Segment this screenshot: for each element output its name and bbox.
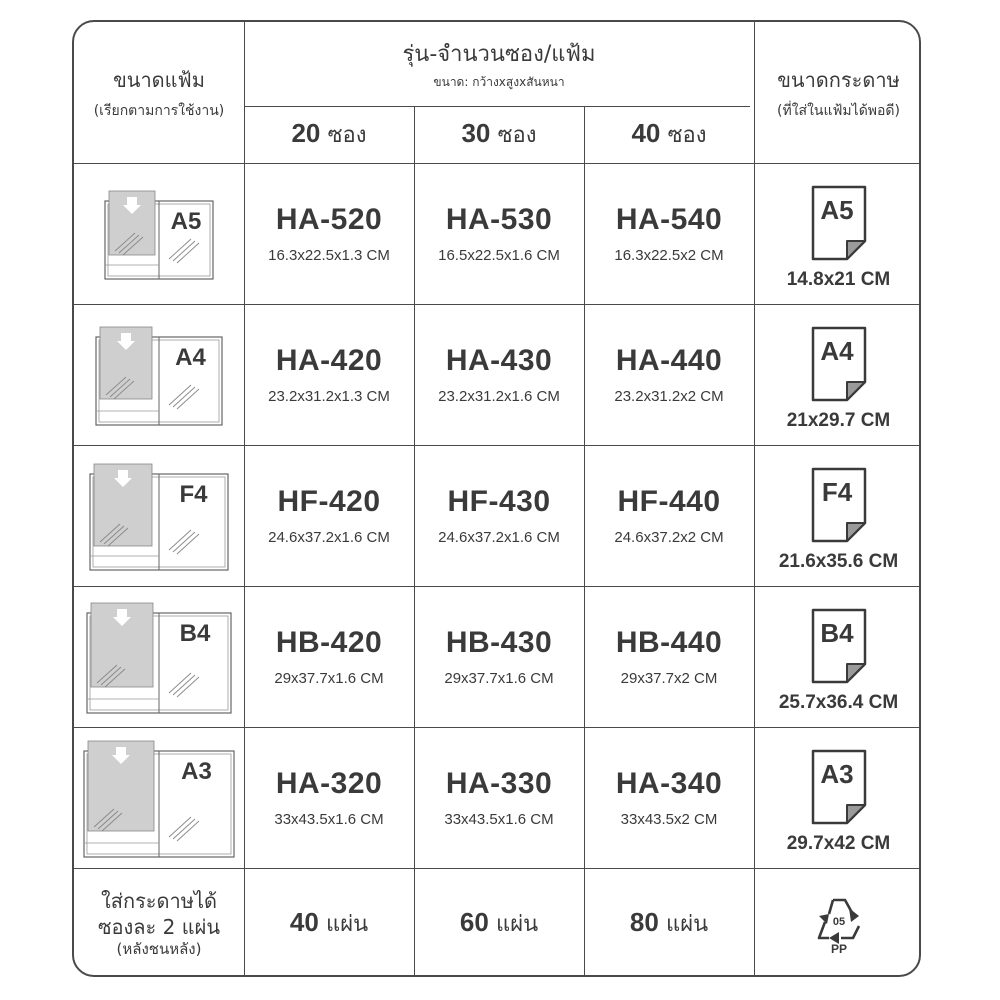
folder-size-label: B4 xyxy=(179,619,211,647)
folder-size-label: A3 xyxy=(181,757,212,785)
model-title: รุ่น-จำนวนซอง/แฟ้ม xyxy=(402,42,596,67)
model-cell xyxy=(584,586,754,727)
paper-header xyxy=(754,22,921,163)
paper-title: ขนาดกระดาษ xyxy=(777,67,900,92)
model-cell xyxy=(584,727,754,868)
folder-icon xyxy=(79,174,239,294)
sheet-unit: แผ่น xyxy=(666,912,709,937)
model-code: HA-320 xyxy=(275,767,383,800)
model-header xyxy=(244,22,754,106)
paper-dimensions: 14.8x21 CM xyxy=(786,268,891,290)
model-code: HA-330 xyxy=(445,767,553,800)
folder-size-cell xyxy=(74,727,244,868)
sheet-number: 60 xyxy=(459,907,489,937)
paper-dimensions: 29.7x42 CM xyxy=(786,832,891,854)
model-subtitle: ขนาด: กว้างxสูงxสันหนา xyxy=(433,75,565,89)
folder-icon xyxy=(79,315,239,435)
paper-size-cell xyxy=(754,445,921,586)
model-code: HA-530 xyxy=(445,203,553,236)
sheet-count xyxy=(244,868,414,977)
folder-icon xyxy=(79,456,239,576)
model-code: HB-430 xyxy=(445,626,553,659)
model-cell xyxy=(584,304,754,445)
sheet-count xyxy=(414,868,584,977)
model-cell xyxy=(244,445,414,586)
model-dimensions: 33x43.5x1.6 CM xyxy=(444,811,554,828)
folder-size-label: A5 xyxy=(170,207,202,235)
model-code: HA-430 xyxy=(445,344,553,377)
folder-icon xyxy=(79,597,239,717)
model-cell xyxy=(584,445,754,586)
paper-dimensions: 21.6x35.6 CM xyxy=(778,550,899,572)
model-cell xyxy=(244,163,414,304)
paper-size-label: A5 xyxy=(819,194,854,225)
model-code: HA-420 xyxy=(275,344,383,377)
model-code: HF-430 xyxy=(447,485,551,518)
count-header xyxy=(414,106,584,163)
model-cell xyxy=(414,304,584,445)
footer-note xyxy=(74,868,244,977)
model-cell xyxy=(244,586,414,727)
count-unit: ซอง xyxy=(497,123,537,148)
count-number: 20 xyxy=(291,118,321,148)
size-subtitle: (เรียกตามการใช้งาน) xyxy=(93,102,225,119)
model-dimensions: 33x43.5x1.6 CM xyxy=(274,811,384,828)
model-dimensions: 29x37.7x1.6 CM xyxy=(274,670,384,687)
sheet-number: 80 xyxy=(629,907,659,937)
model-dimensions: 23.2x31.2x1.3 CM xyxy=(268,388,390,405)
model-dimensions: 29x37.7x2 CM xyxy=(620,670,718,687)
count-header xyxy=(244,106,414,163)
model-dimensions: 24.6x37.2x1.6 CM xyxy=(438,529,560,546)
folder-size-label: F4 xyxy=(179,480,208,508)
folder-icon xyxy=(79,738,239,858)
model-code: HF-420 xyxy=(277,485,381,518)
paper-sheet-icon xyxy=(809,324,869,402)
folder-size-cell xyxy=(74,586,244,727)
model-code: HB-440 xyxy=(615,626,723,659)
model-cell xyxy=(584,163,754,304)
model-cell xyxy=(414,163,584,304)
model-dimensions: 16.5x22.5x1.6 CM xyxy=(438,247,560,264)
folder-size-cell xyxy=(74,304,244,445)
paper-sheet-icon xyxy=(809,606,869,684)
paper-subtitle: (ที่ใส่ในแฟ้มได้พอดี) xyxy=(777,102,900,119)
footer-line2: ซองละ 2 แผ่น xyxy=(97,914,221,939)
size-title: ขนาดแฟ้ม xyxy=(113,67,205,92)
sheet-number: 40 xyxy=(289,907,319,937)
model-cell xyxy=(244,304,414,445)
paper-dimensions: 25.7x36.4 CM xyxy=(778,691,899,713)
count-number: 30 xyxy=(461,118,491,148)
paper-size-cell xyxy=(754,163,921,304)
paper-size-label: B4 xyxy=(819,617,854,648)
footer-line3: (หลังชนหลัง) xyxy=(116,939,202,958)
model-code: HA-540 xyxy=(615,203,723,236)
model-cell xyxy=(414,586,584,727)
folder-size-label: A4 xyxy=(175,343,206,371)
model-code: HA-520 xyxy=(275,203,383,236)
model-cell xyxy=(414,445,584,586)
model-dimensions: 23.2x31.2x2 CM xyxy=(614,388,724,405)
model-code: HB-420 xyxy=(275,626,383,659)
product-table xyxy=(72,20,921,977)
recycle-cell xyxy=(754,868,921,977)
model-dimensions: 16.3x22.5x2 CM xyxy=(614,247,724,264)
sheet-unit: แผ่น xyxy=(496,912,539,937)
paper-size-label: A4 xyxy=(819,335,854,366)
model-dimensions: 29x37.7x1.6 CM xyxy=(444,670,554,687)
paper-size-label: F4 xyxy=(821,476,852,507)
paper-sheet-icon xyxy=(809,465,869,543)
count-unit: ซอง xyxy=(667,123,707,148)
count-unit: ซอง xyxy=(327,123,367,148)
paper-sheet-icon xyxy=(809,183,869,261)
paper-size-cell xyxy=(754,586,921,727)
model-code: HA-340 xyxy=(615,767,723,800)
folder-size-cell xyxy=(74,445,244,586)
count-header xyxy=(584,106,754,163)
paper-size-cell xyxy=(754,304,921,445)
folder-size-cell xyxy=(74,163,244,304)
model-cell xyxy=(414,727,584,868)
recycle-code: 05 xyxy=(832,915,845,928)
model-dimensions: 16.3x22.5x1.3 CM xyxy=(268,247,390,264)
count-number: 40 xyxy=(631,118,661,148)
paper-dimensions: 21x29.7 CM xyxy=(786,409,891,431)
model-dimensions: 23.2x31.2x1.6 CM xyxy=(438,388,560,405)
paper-sheet-icon xyxy=(809,747,869,825)
model-cell xyxy=(244,727,414,868)
model-dimensions: 24.6x37.2x2 CM xyxy=(614,529,724,546)
recycle-label: PP xyxy=(830,941,847,956)
sheet-count xyxy=(584,868,754,977)
footer-line1: ใส่กระดาษได้ xyxy=(100,888,217,913)
size-header xyxy=(74,22,244,163)
model-dimensions: 33x43.5x2 CM xyxy=(620,811,718,828)
paper-size-cell xyxy=(754,727,921,868)
sheet-unit: แผ่น xyxy=(326,912,369,937)
model-code: HA-440 xyxy=(615,344,723,377)
recycle-pp-icon xyxy=(809,892,869,956)
paper-size-label: A3 xyxy=(819,758,854,789)
model-code: HF-440 xyxy=(617,485,721,518)
model-dimensions: 24.6x37.2x1.6 CM xyxy=(268,529,390,546)
